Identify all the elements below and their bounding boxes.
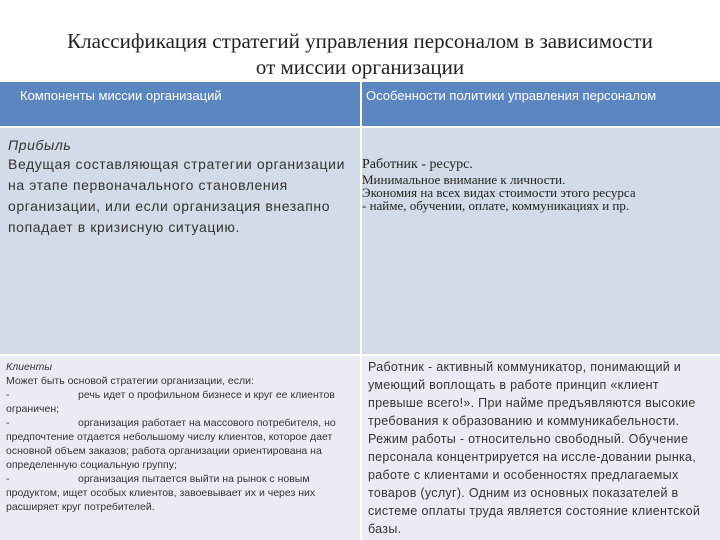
header-hr-policy: Особенности политики управления персоналом [362,82,720,126]
slide-title [0,28,720,80]
row-profit-mission [0,128,360,354]
row-clients-policy [362,356,720,540]
clients-policy-text: Работник - активный коммуникатор, понимающий и умеющий воплощать в работе принцип «клиент превыше всего!». При найме предъявляются высокие требования к образованию и коммуникабельности. Режим работы - относительно свободный. Обучение персонала концентрируется на иссле-довании рынка, работе с клиентами и особенностях предлагаемых товаров (услуг). Одним из основных показателей в системе оплаты труда является состояние клиентской базы. [368,360,701,536]
profit-description: Ведущая составляющая стратегии организации на этапе первоначального становления организации, или если организация внезапно попадает в кризисную ситуацию. [8,156,346,235]
clients-condition-1: - речь идет о профильном бизнесе и круг ее клиентов ограничен; [6,389,335,415]
profit-policy-line-4: - найме, обучении, оплате, коммуникациях и пр. [362,198,630,213]
profit-policy-line-1: Работник - ресурс. [362,157,473,172]
clients-heading: Клиенты [6,361,53,373]
clients-condition-2: - организация работает на массового потребителя, но предпочтение отдается небольшому числу клиентов, которое дает основной объем заказов; работа организации ориентирована на определенную социальную группу; [6,417,336,471]
profit-heading: Прибыль [8,137,72,153]
header-mission-components: Компоненты миссии организаций [0,82,360,126]
row-profit-policy [362,128,720,354]
clients-intro: Может быть основой стратегии организации, если: [6,375,254,387]
clients-condition-3: - организация пытается выйти на рынок с новым продуктом, ищет особых клиентов, завоевывает их и через них расширяет круг потребителей. [6,473,316,513]
row-clients-mission [0,356,360,540]
title-line-1: Классификация стратегий управления персоналом в зависимости [67,29,653,53]
profit-policy-line-2: Минимальное внимание к личности. [362,172,566,187]
title-line-2: от миссии организации [255,55,465,79]
strategy-table [0,82,720,540]
profit-policy-line-3: Экономия на всех видах стоимости этого ресурса [362,185,636,200]
